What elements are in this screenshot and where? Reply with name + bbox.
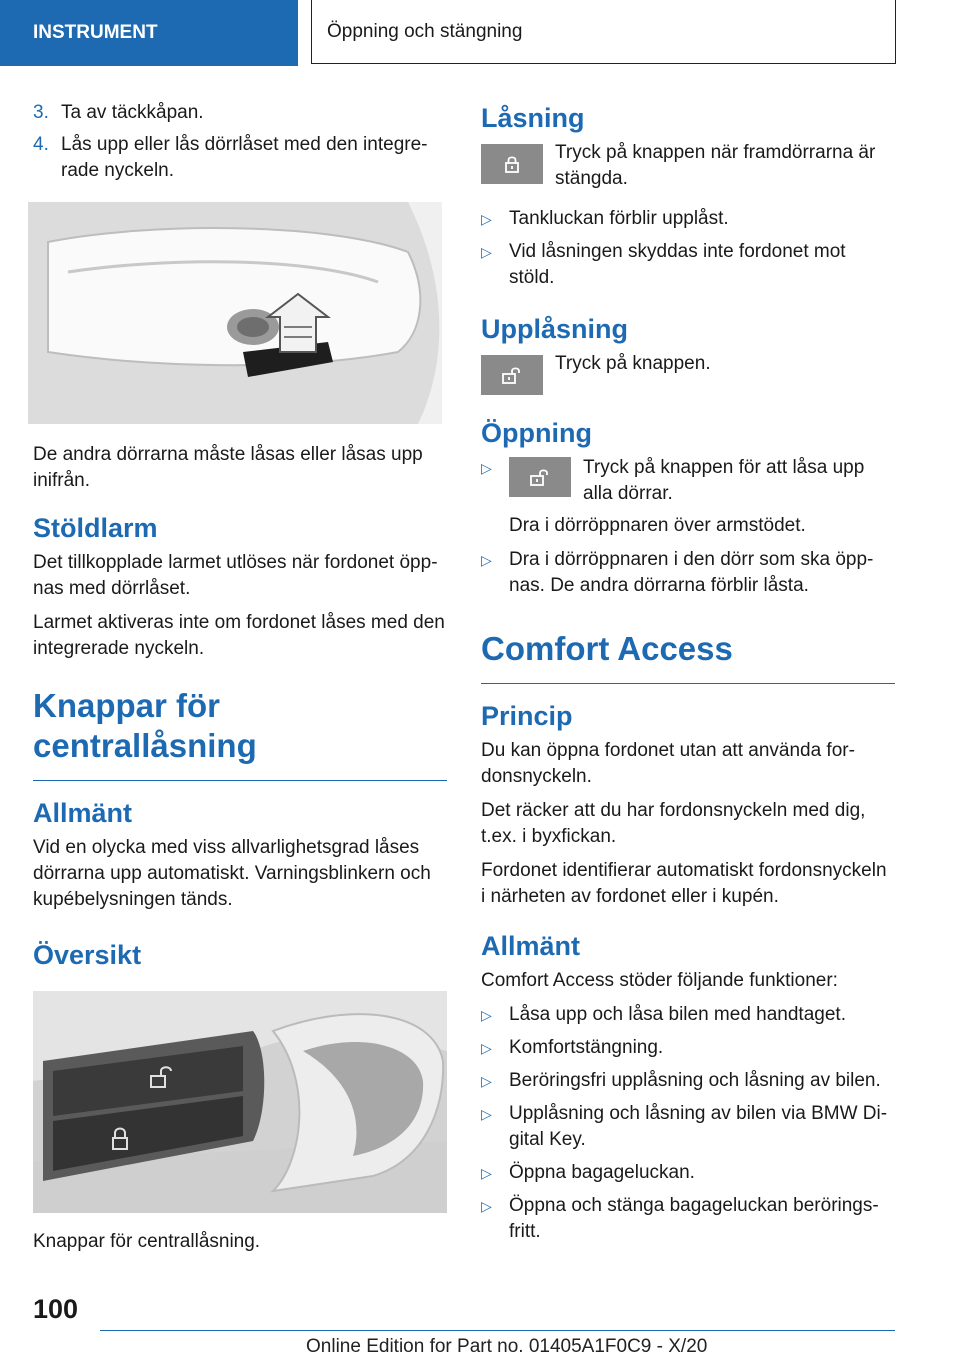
oppning-subtext: Dra i dörröppnaren över armstödet. (509, 515, 806, 536)
allmant-heading-left: Allmänt (33, 798, 133, 828)
page-header (0, 0, 960, 66)
allmant-paragraph-left: Vid en olycka med viss allvarlighetsgrad låses dörrarna upp automatiskt. Varningsblinkern och kupébelysningen tänds. (33, 837, 431, 910)
upplasning-heading: Upplåsning (481, 314, 628, 344)
unlock-icon (528, 467, 552, 487)
oppning-heading: Öppning (481, 418, 592, 448)
unlock-button-icon (509, 457, 571, 497)
bullet-text: Öppna och stänga bagageluckan beröringsfritt. (509, 1195, 879, 1242)
step-number: 3. (33, 102, 49, 123)
lock-icon (502, 154, 522, 174)
knappar-heading: Knappar för centrallåsning (33, 686, 447, 781)
bullet-triangle-icon: ▷ (481, 1007, 492, 1023)
right-column (481, 100, 895, 1252)
bullet-text: Låsa upp och låsa bilen med handtaget. (509, 1004, 846, 1025)
unlock-icon (500, 365, 524, 385)
list-item (481, 1068, 895, 1094)
bullet-text: Komfortstängning. (509, 1037, 664, 1058)
bullet-triangle-icon: ▷ (481, 552, 492, 568)
door-panel-buttons-illustration (33, 991, 447, 1213)
allmant-intro: Comfort Access stöder följande funktioner: (481, 970, 838, 991)
bullet-triangle-icon: ▷ (481, 1040, 492, 1056)
princip-paragraph-3: Fordonet identifierar automatiskt fordonsnyckeln i närheten av fordonet eller i kupén. (481, 860, 887, 907)
lasning-text: Tryck på knappen när framdörrarna är stängda. (555, 142, 876, 189)
step-number: 4. (33, 134, 49, 155)
oversikt-caption: Knappar för centrallåsning. (33, 1231, 261, 1252)
list-item (481, 1160, 895, 1186)
door-lock-figure (28, 202, 442, 424)
section-tab (311, 0, 896, 64)
list-item (481, 1002, 895, 1028)
allmant-heading-right: Allmänt (481, 931, 581, 961)
list-item (481, 1101, 895, 1153)
list-item (481, 455, 895, 539)
bullet-text: Öppna bagageluckan. (509, 1162, 695, 1183)
left-column (33, 100, 447, 1263)
lasning-heading: Låsning (481, 103, 585, 133)
page-number: 100 (33, 1294, 79, 1324)
comfort-access-heading: Comfort Access (481, 629, 895, 684)
bullet-text: Dra i dörröppnaren i den dörr som ska öppnas. De andra dörrarna förblir låsta. (509, 549, 874, 596)
lasning-row (481, 140, 895, 192)
bullet-text: Tankluckan förblir upplåst. (509, 208, 729, 229)
upplasning-row (481, 351, 895, 395)
bullet-text: Beröringsfri upplåsning och låsning av bilen. (509, 1070, 881, 1091)
bullet-triangle-icon: ▷ (481, 211, 492, 227)
bullet-triangle-icon: ▷ (481, 1165, 492, 1181)
princip-heading: Princip (481, 701, 573, 731)
princip-paragraph-2: Det räcker att du har fordonsnyckeln med dig, t.ex. i byxfickan. (481, 800, 866, 847)
oppning-row (509, 455, 895, 507)
list-item (481, 547, 895, 599)
door-handle-key-illustration (28, 202, 442, 424)
edition-label: Online Edition for Part no. 01405A1F0C9 - X/20 (306, 1336, 708, 1357)
step-item (33, 100, 447, 126)
chapter-tab (0, 0, 298, 66)
bullet-triangle-icon: ▷ (481, 460, 492, 476)
bullet-triangle-icon: ▷ (481, 244, 492, 260)
stoldlarm-heading: Stöldlarm (33, 513, 158, 543)
list-item (481, 1035, 895, 1061)
bullet-triangle-icon: ▷ (481, 1198, 492, 1214)
stoldlarm-paragraph-2: Larmet aktiveras inte om fordonet låses med den integrerade nyckeln. (33, 612, 445, 659)
footer-divider (100, 1330, 895, 1331)
unlock-button-icon (481, 355, 543, 395)
bullet-text: Vid låsningen skyddas inte fordonet mot stöld. (509, 241, 846, 288)
other-doors-text: De andra dörrarna måste låsas eller låsas upp inifrån. (33, 444, 423, 491)
step-item (33, 132, 447, 184)
list-item (481, 239, 895, 291)
chapter-label: INSTRUMENT (33, 22, 158, 43)
princip-paragraph-1: Du kan öppna fordonet utan att använda fordonsnyckeln. (481, 740, 855, 787)
list-item (481, 206, 895, 232)
step-text: Lås upp eller lås dörrlåset med den integrerade nyckeln. (61, 134, 428, 181)
step-text: Ta av täckkåpan. (61, 102, 204, 123)
section-label: Öppning och stängning (327, 20, 523, 42)
list-item (481, 1193, 895, 1245)
oversikt-heading: Översikt (33, 940, 142, 970)
central-lock-buttons-figure (33, 991, 447, 1213)
bullet-triangle-icon: ▷ (481, 1073, 492, 1089)
stoldlarm-paragraph-1: Det tillkopplade larmet utlöses när fordonet öppnas med dörrlåset. (33, 552, 438, 599)
oppning-text: Tryck på knappen för att låsa upp alla dörrar. (583, 457, 865, 504)
bullet-text: Upplåsning och låsning av bilen via BMW Digital Key. (509, 1103, 888, 1150)
lock-button-icon (481, 144, 543, 184)
upplasning-text: Tryck på knappen. (555, 353, 711, 374)
bullet-triangle-icon: ▷ (481, 1106, 492, 1122)
